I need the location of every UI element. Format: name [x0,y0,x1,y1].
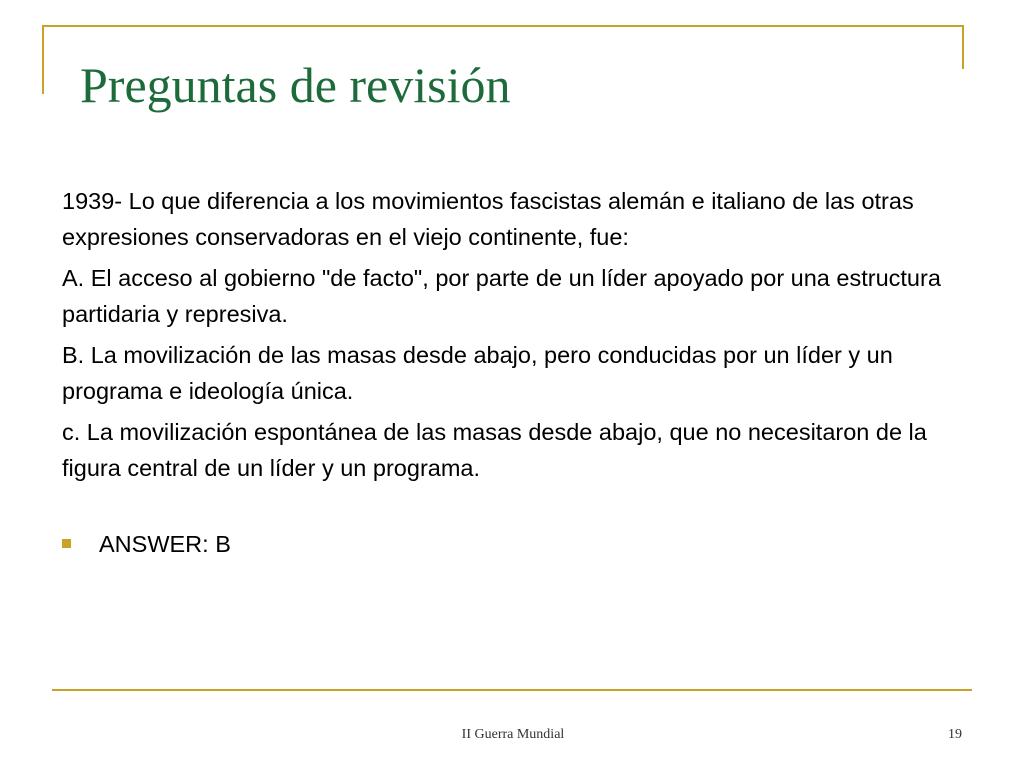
option-b: B. La movilización de las masas desde abajo, pero conducidas por un líder y un programa e ideología única. [62,342,893,404]
answer-line [62,526,231,562]
question-block [62,183,962,491]
slide-title: Preguntas de revisión [80,57,511,113]
frame-right-line [962,25,964,69]
footer-title: II Guerra Mundial [461,727,565,742]
option-c: c. La movilización espontánea de las masas desde abajo, que no necesitaron de la figura central de un líder y un programa. [62,419,927,481]
option-a: A. El acceso al gobierno "de facto", por parte de un líder apoyado por una estructura partidaria y represiva. [62,265,941,327]
frame-left-line [42,25,44,94]
footer-divider [52,689,972,691]
page-number: 19 [948,727,962,742]
answer-text: ANSWER: B [99,531,231,557]
square-bullet-icon [62,539,71,548]
question-text: 1939- Lo que diferencia a los movimientos fascistas alemán e italiano de las otras expresiones conservadoras en el viejo continente, fue: [62,188,914,250]
frame-top-line [42,25,964,27]
